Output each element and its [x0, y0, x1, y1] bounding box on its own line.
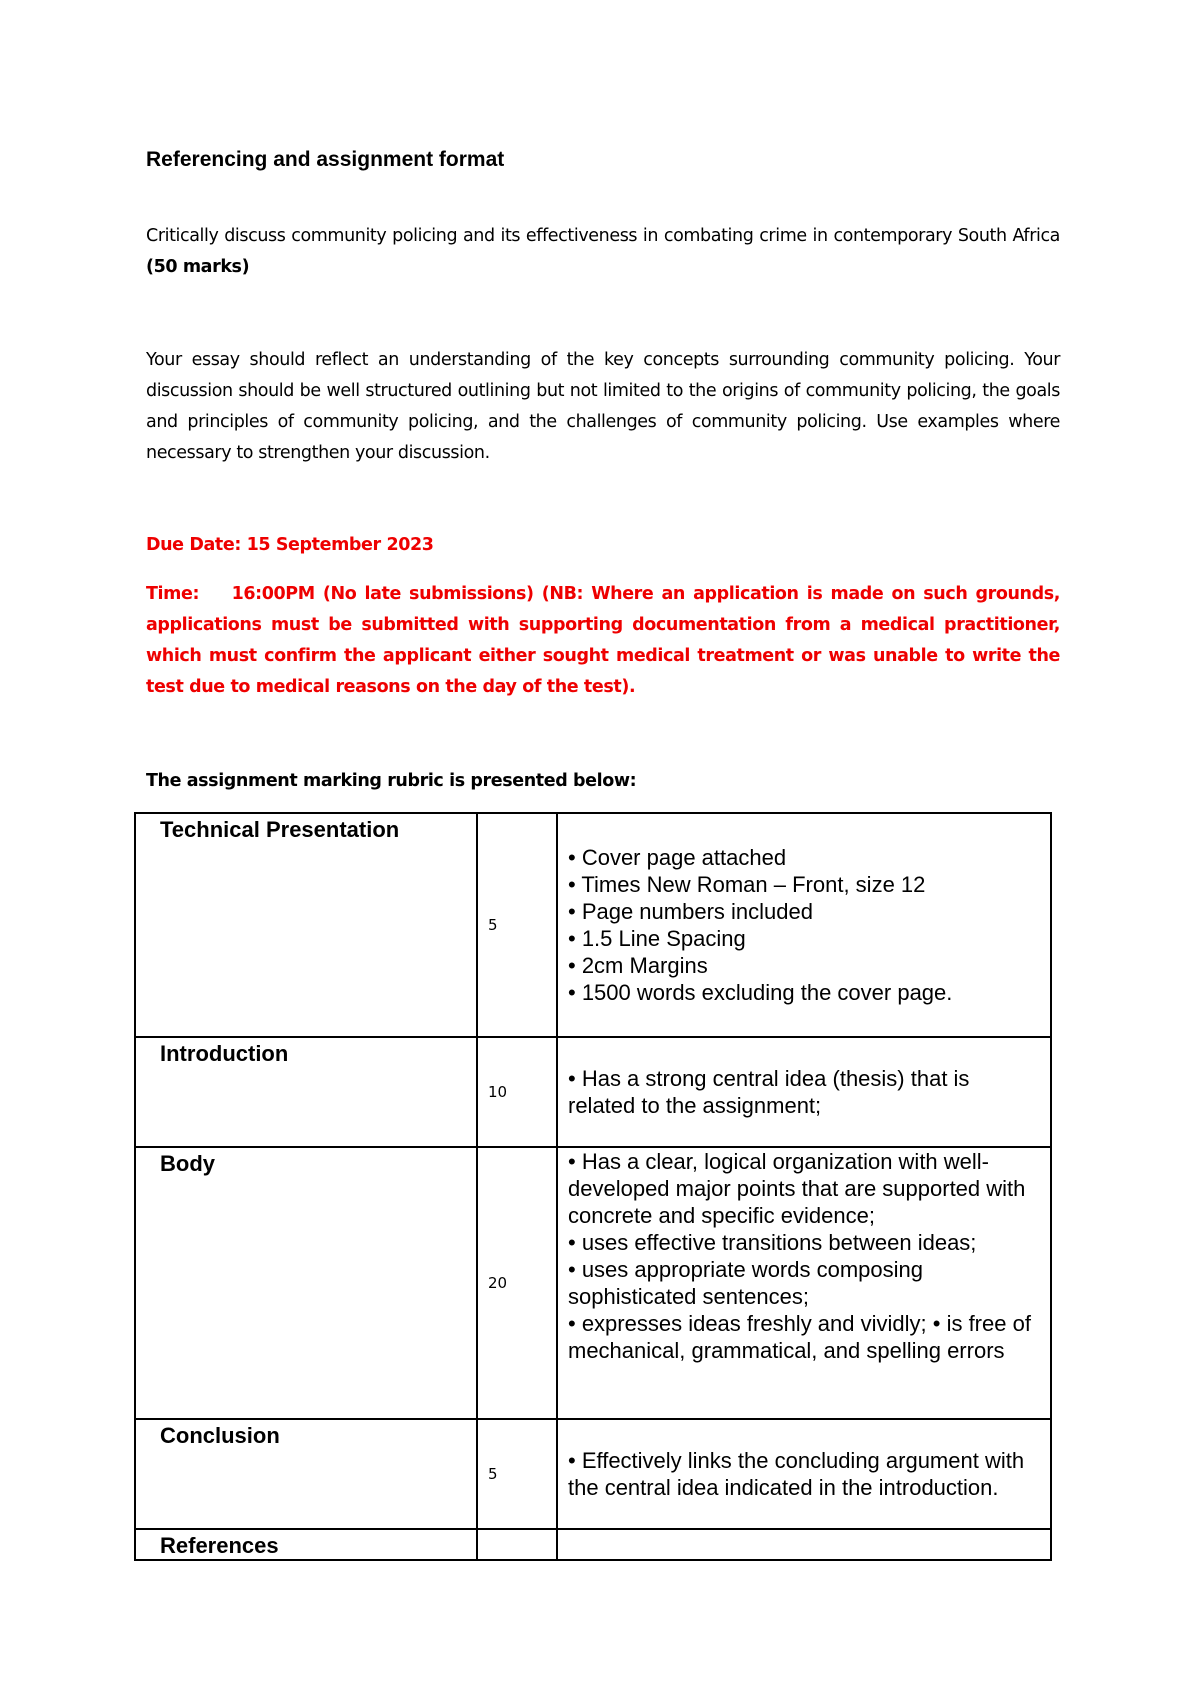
rubric-intro: The assignment marking rubric is presented below:: [146, 771, 637, 791]
description-cell: [557, 1147, 1051, 1419]
page-title: Referencing and assignment format: [146, 148, 505, 171]
list-item: • expresses ideas freshly and vividly; • is free of mechanical, grammatical, and spelling errors: [568, 1311, 1031, 1363]
marks-cell: 5: [477, 1419, 557, 1529]
description-cell: [557, 1529, 1051, 1560]
marks-cell: [477, 1529, 557, 1560]
description-cell: [557, 1037, 1051, 1147]
table-row: [135, 813, 1051, 1037]
list-item: • uses effective transitions between ideas;: [568, 1230, 977, 1255]
question-marks: (50 marks): [146, 257, 250, 277]
table-row: [135, 1037, 1051, 1147]
table-row: [135, 1147, 1051, 1419]
criterion-cell: Technical Presentation: [135, 813, 477, 1037]
list-item: • 1500 words excluding the cover page.: [568, 980, 953, 1005]
list-item: • Has a clear, logical organization with well-developed major points that are supported with concrete and specific evidence;: [568, 1149, 1026, 1228]
list-item: • Page numbers included: [568, 899, 813, 924]
table-row: [135, 1419, 1051, 1529]
list-item: • Times New Roman – Front, size 12: [568, 872, 926, 897]
list-item: • 1.5 Line Spacing: [568, 926, 746, 951]
description-cell: [557, 1419, 1051, 1529]
time-value: 16:00PM (No late submissions) (NB: Where an application is made on such grounds, applications must be submitted with supporting documentation from a medical practitioner, which must confirm the applicant either sought medical treatment or was unable to write the test due to medical reasons on the day of the test).: [146, 584, 1061, 697]
question-text: Critically discuss community policing and its effectiveness in combating crime in contemporary South Africa: [146, 226, 1060, 246]
list-item: • uses appropriate words composing sophisticated sentences;: [568, 1257, 923, 1309]
list-item: • 2cm Margins: [568, 953, 708, 978]
list-item: • Cover page attached: [568, 845, 787, 870]
due-date: Due Date: 15 September 2023: [146, 535, 434, 555]
time-label: Time:: [146, 584, 200, 604]
criterion-cell: References: [135, 1529, 477, 1560]
criterion-cell: Body: [135, 1147, 477, 1419]
list-item: • Has a strong central idea (thesis) that is related to the assignment;: [568, 1066, 970, 1118]
assignment-question: [146, 221, 1060, 283]
marks-cell: 20: [477, 1147, 557, 1419]
list-item: • Effectively links the concluding argument with the central idea indicated in the introduction.: [568, 1448, 1025, 1500]
essay-instructions: Your essay should reflect an understanding of the key concepts surrounding community policing. Your discussion should be well structured outlining but not limited to the origins of community policing, the goals and principles of community policing, and the challenges of community policing. Use examples where necessary to strengthen your discussion.: [146, 350, 1060, 463]
marks-cell: 10: [477, 1037, 557, 1147]
submission-time: [146, 579, 1060, 703]
description-cell: [557, 813, 1051, 1037]
criterion-cell: Conclusion: [135, 1419, 477, 1529]
marking-rubric-table: [134, 812, 1052, 1561]
criterion-cell: Introduction: [135, 1037, 477, 1147]
table-row: [135, 1529, 1051, 1560]
marks-cell: 5: [477, 813, 557, 1037]
